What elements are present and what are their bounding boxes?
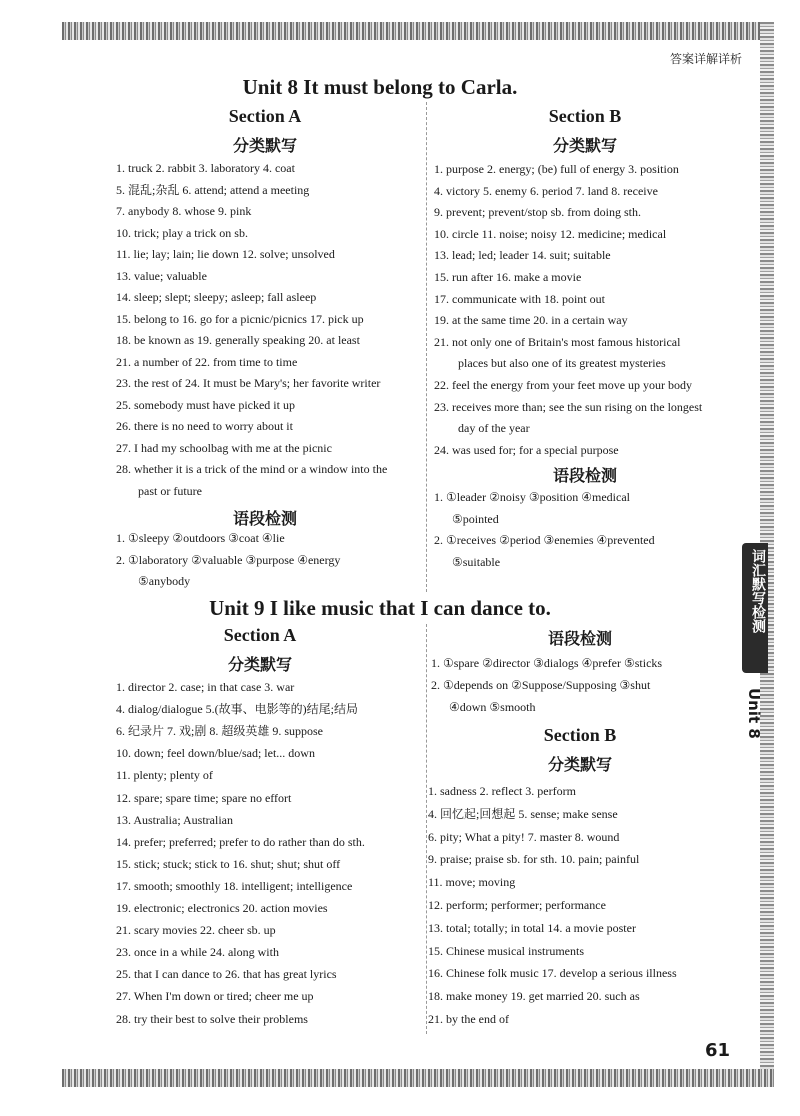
answer-line: 1. ①spare ②director ③dialogs ④prefer ⑤sticks [431,656,663,670]
answer-line: 22. feel the energy from your feet move up your body [434,378,693,392]
unit9-section-b-heading: Section B [543,725,617,745]
answer-line: 6. pity; What a pity! 7. master 8. wound [428,829,620,844]
unit9-test-heading: 语段检测 [547,629,612,648]
unit9-title: Unit 9 I like music that I can dance to. [209,596,551,620]
side-unit-label: Unit 8 [745,688,763,739]
answer-line: 5. 混乱;杂乱 6. attend; attend a meeting [116,182,310,197]
answer-line: 26. there is no need to worry about it [116,419,293,433]
answer-line: 13. total; totally; in total 14. a movie poster [428,920,636,935]
unit9-section-b-category: 分类默写 [547,755,612,774]
answer-line: 18. make money 19. get married 20. such as [428,989,640,1004]
page-number: 61 [705,1040,731,1061]
top-border-decoration [62,22,774,40]
answer-line: 15. belong to 16. go for a picnic/picnics 17. pick up [116,311,364,326]
answer-line: ⑤anybody [138,574,191,588]
answer-line: 1. director 2. case; in that case 3. war [116,680,295,694]
unit8-section-a-category: 分类默写 [232,136,297,155]
unit9-section-a-heading: Section A [223,625,297,645]
answer-line: 15. run after 16. make a movie [434,270,582,284]
unit8-section-b-category: 分类默写 [552,136,617,155]
answer-line: 15. stick; stuck; stick to 16. shut; shut; shut off [116,856,341,871]
unit8-title: Unit 8 It must belong to Carla. [242,75,518,99]
answer-line: 23. the rest of 24. It must be Mary's; her favorite writer [116,376,381,390]
answer-line: 4. dialog/dialogue 5.(故事、电影等的)结尾;结局 [116,702,358,717]
answer-line: 21. not only one of Britain's most famous historical [434,334,681,349]
side-tab-label: 词汇默写检测 [750,549,766,633]
answer-line: 16. Chinese folk music 17. develop a serious illness [428,966,677,981]
unit8-section-b-test-heading: 语段检测 [552,466,617,485]
answer-line: 1. purpose 2. energy; (be) full of energy 3. position [434,162,679,176]
answer-line: 18. be known as 19. generally speaking 20. at least [116,333,360,347]
answer-line: 10. trick; play a trick on sb. [116,225,248,240]
answer-line: 27. I had my schoolbag with me at the picnic [116,440,332,455]
answer-line: 11. lie; lay; lain; lie down 12. solve; unsolved [116,247,335,261]
answer-line: 23. receives more than; see the sun rising on the longest [434,399,703,414]
answer-line: 2. ①depends on ②Suppose/Supposing ③shut [431,678,651,692]
answer-line: 25. somebody must have picked it up [116,397,295,412]
answer-line: places but also one of its greatest mysteries [458,356,666,371]
answer-line: 14. prefer; preferred; prefer to do rather than do sth. [116,834,365,849]
answer-line: 1. truck 2. rabbit 3. laboratory 4. coat [116,161,295,175]
answer-line: day of the year [458,421,530,436]
answer-line: 11. plenty; plenty of [116,768,213,783]
answer-line: 28. whether it is a trick of the mind or a window into the [116,462,388,476]
answer-line: 25. that I can dance to 26. that has great lyrics [116,967,337,982]
bottom-border-decoration [62,1069,774,1087]
side-tab [742,543,768,673]
answer-line: 17. smooth; smoothly 18. intelligent; intelligence [116,878,353,893]
header-label: 答案详解详析 [669,52,742,66]
answer-line: 14. sleep; slept; sleepy; asleep; fall asleep [116,290,317,304]
answer-line: 27. When I'm down or tired; cheer me up [116,989,314,1004]
answer-line: 1. sadness 2. reflect 3. perform [428,784,576,798]
answer-line: ⑤pointed [452,511,499,526]
answer-line: 1. ①leader ②noisy ③position ④medical [434,490,630,504]
unit8-section-a-heading: Section A [228,106,302,126]
answer-line: 28. try their best to solve their problems [116,1011,308,1026]
answer-line: 24. was used for; for a special purpose [434,442,619,457]
answer-line: ④down ⑤smooth [449,700,536,714]
answer-line: 10. circle 11. noise; noisy 12. medicine; medical [434,226,667,241]
answer-line: 21. scary movies 22. cheer sb. up [116,923,276,938]
answer-line: 19. at the same time 20. in a certain way [434,313,628,328]
answer-line: 13. Australia; Australian [116,812,233,827]
column-divider [426,102,427,592]
answer-line: 21. a number of 22. from time to time [116,354,298,369]
answer-line: 11. move; moving [428,875,516,890]
answer-line: 12. perform; performer; performance [428,898,606,912]
answer-line: ⑤suitable [452,554,501,569]
answer-line: 13. lead; led; leader 14. suit; suitable [434,248,611,263]
answer-line: 9. praise; praise sb. for sth. 10. pain; painful [428,852,640,867]
answer-line: 9. prevent; prevent/stop sb. from doing sth. [434,205,641,220]
answer-line: 12. spare; spare time; spare no effort [116,790,292,805]
answer-line: 21. by the end of [428,1012,509,1026]
answer-line: 17. communicate with 18. point out [434,291,605,306]
answer-line: past or future [138,483,202,498]
answer-line: 4. victory 5. enemy 6. period 7. land 8. receive [434,183,658,198]
answer-line: 23. once in a while 24. along with [116,945,279,960]
answer-line: 1. ①sleepy ②outdoors ③coat ④lie [116,531,285,545]
unit9-section-a-category: 分类默写 [227,655,292,674]
unit8-section-a-test-heading: 语段检测 [232,509,297,528]
answer-line: 2. ①laboratory ②valuable ③purpose ④energy [116,552,341,567]
answer-line: 15. Chinese musical instruments [428,943,584,958]
answer-line: 2. ①receives ②period ③enemies ④prevented [434,533,655,547]
answer-line: 7. anybody 8. whose 9. pink [116,204,252,218]
answer-line: 4. 回忆起;回想起 5. sense; make sense [428,806,618,821]
answer-line: 6. 纪录片 7. 戏;剧 8. 超级英雄 9. suppose [116,724,324,739]
answer-line: 13. value; valuable [116,268,207,283]
unit8-section-b-heading: Section B [548,106,622,126]
answer-line: 10. down; feel down/blue/sad; let... down [116,746,315,761]
answer-line: 19. electronic; electronics 20. action movies [116,901,328,915]
column-divider-2 [426,624,427,1034]
